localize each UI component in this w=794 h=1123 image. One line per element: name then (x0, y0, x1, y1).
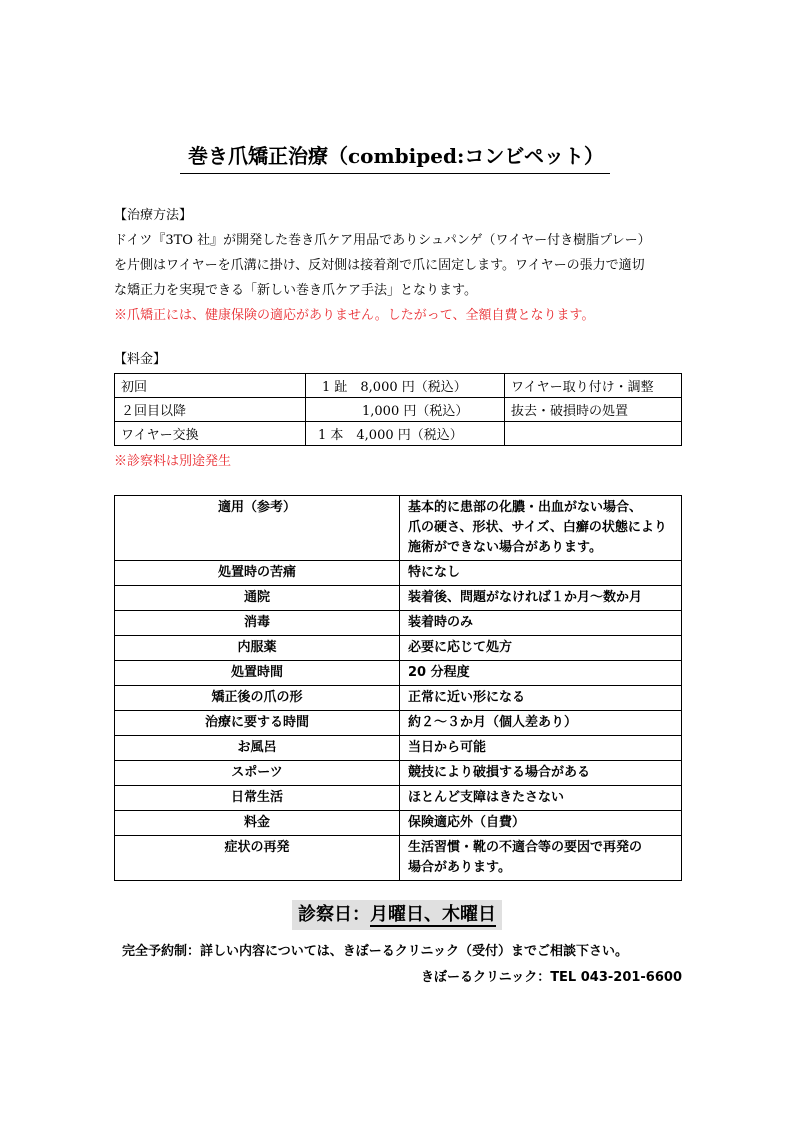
info-label: 適用（参考） (115, 496, 400, 561)
info-row (115, 636, 682, 661)
info-row (115, 836, 682, 881)
info-value: 基本的に患部の化膿・出血がない場合、 爪の硬さ、形状、サイズ、白癬の状態により 施術ができない場合があります。 (400, 496, 682, 561)
info-row (115, 736, 682, 761)
info-value: 必要に応じて処方 (400, 636, 682, 661)
info-value: 特になし (400, 561, 682, 586)
info-value: 装着時のみ (400, 611, 682, 636)
info-label: 矯正後の爪の形 (115, 686, 400, 711)
fee-desc: 抜去・破損時の処置 (505, 398, 682, 422)
consult-days-prefix: 診察日： (298, 904, 370, 925)
info-label: 通院 (115, 586, 400, 611)
page-title: 巻き爪矯正治療（combiped:コンビペット） (180, 140, 610, 174)
info-label: 日常生活 (115, 786, 400, 811)
fee-price: 1 本 4,000 円（税込） (306, 422, 505, 446)
consult-fee-note: ※診察料は別途発生 (114, 454, 232, 469)
info-value: 生活習慣・靴の不適合等の要因で再発の 場合があります。 (400, 836, 682, 881)
info-label: スポーツ (115, 761, 400, 786)
info-row (115, 661, 682, 686)
method-heading: 【治療方法】 (114, 208, 193, 223)
info-value: 競技により破損する場合がある (400, 761, 682, 786)
insurance-note: ※爪矯正には、健康保険の適応がありません。したがって、全額自費となります。 (114, 308, 595, 323)
reservation-note: 完全予約制：詳しい内容については、きぼーるクリニック（受付）までご相談下さい。 (122, 944, 628, 959)
info-value: 正常に近い形になる (400, 686, 682, 711)
fee-table (114, 373, 682, 446)
fee-item: 初回 (115, 374, 306, 398)
info-row (115, 786, 682, 811)
fee-row (115, 422, 682, 446)
info-row (115, 561, 682, 586)
clinic-contact: きぼーるクリニック：TEL 043-201-6600 (420, 970, 682, 985)
fee-item: ワイヤー交換 (115, 422, 306, 446)
fees-heading: 【料金】 (114, 352, 167, 367)
info-value: ほとんど支障はきたさない (400, 786, 682, 811)
info-row (115, 496, 682, 561)
info-value: 当日から可能 (400, 736, 682, 761)
info-value: 20 分程度 (400, 661, 682, 686)
info-label: 消毒 (115, 611, 400, 636)
info-row (115, 586, 682, 611)
method-line-1: ドイツ『3TO 社』が開発した巻き爪ケア用品でありシュパンゲ（ワイヤー付き樹脂プレー） (114, 233, 651, 248)
info-row (115, 686, 682, 711)
method-line-2: を片側はワイヤーを爪溝に掛け、反対側は接着剤で爪に固定します。ワイヤーの張力で適切 (114, 258, 645, 273)
info-label: 内服薬 (115, 636, 400, 661)
info-value: 装着後、問題がなければ１か月～数か月 (400, 586, 682, 611)
info-label: お風呂 (115, 736, 400, 761)
fee-desc (505, 422, 682, 446)
info-value: 保険適応外（自費） (400, 811, 682, 836)
fee-row (115, 398, 682, 422)
info-value: 約２～３か月（個人差あり） (400, 711, 682, 736)
info-label: 症状の再発 (115, 836, 400, 881)
fee-item: ２回目以降 (115, 398, 306, 422)
fee-desc: ワイヤー取り付け・調整 (505, 374, 682, 398)
info-label: 料金 (115, 811, 400, 836)
fee-price: 1 趾 8,000 円（税込） (306, 374, 505, 398)
info-row (115, 761, 682, 786)
info-label: 処置時の苦痛 (115, 561, 400, 586)
method-line-3: な矯正力を実現できる「新しい巻き爪ケア手法」となります。 (114, 283, 477, 298)
info-label: 治療に要する時間 (115, 711, 400, 736)
info-row (115, 811, 682, 836)
method-section (114, 203, 651, 328)
fee-row (115, 374, 682, 398)
fee-price: 1,000 円（税込） (306, 398, 505, 422)
info-label: 処置時間 (115, 661, 400, 686)
consult-days (292, 900, 502, 930)
consult-days-value: 月曜日、木曜日 (370, 904, 496, 925)
info-table (114, 495, 682, 881)
info-row (115, 611, 682, 636)
info-row (115, 711, 682, 736)
